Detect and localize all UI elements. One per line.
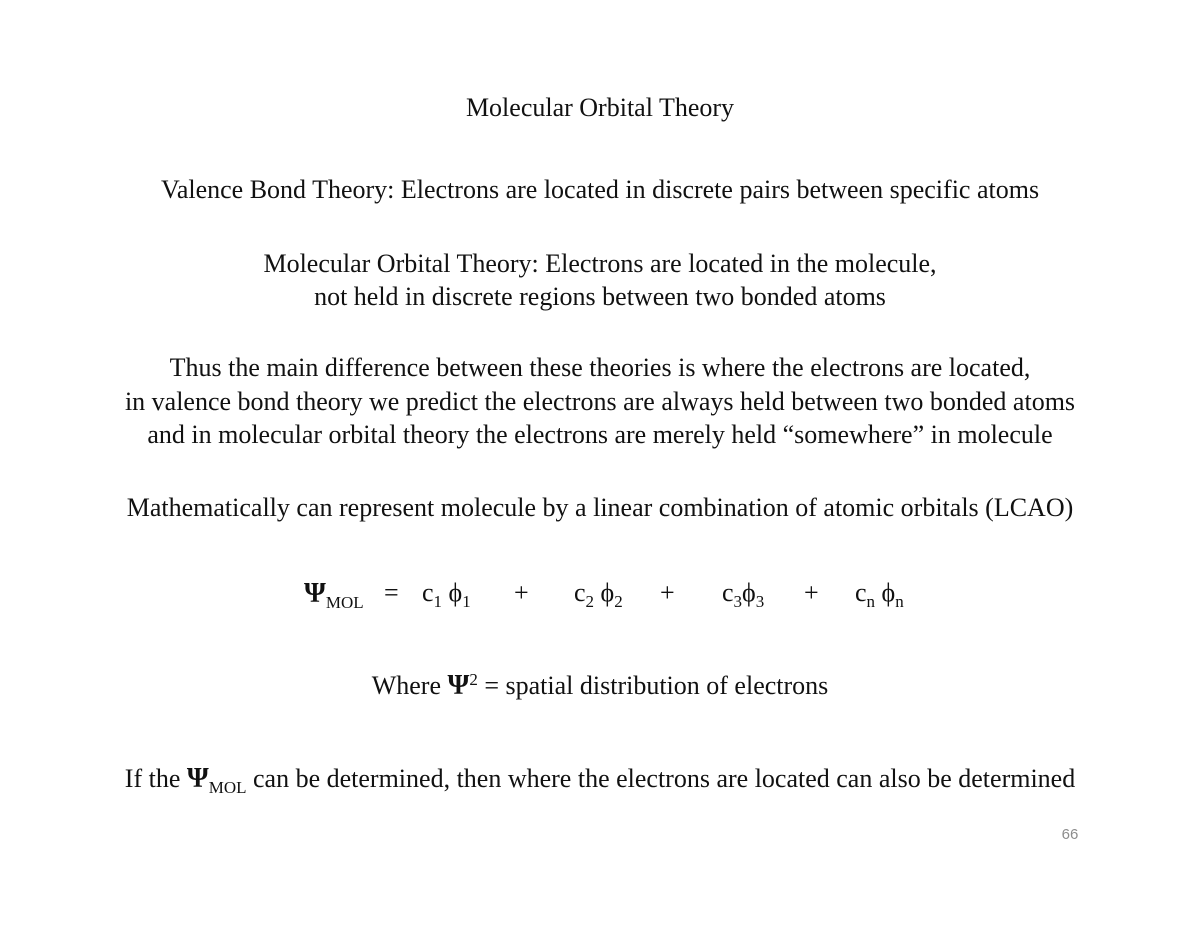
phi-symbol: ϕ bbox=[742, 578, 756, 607]
coefficient-subscript: 1 bbox=[433, 592, 443, 611]
phi-subscript: n bbox=[895, 592, 904, 611]
phi-symbol: ϕ bbox=[881, 578, 896, 607]
valence-bond-definition: Valence Bond Theory: Electrons are located in discrete pairs between specific atoms bbox=[160, 175, 1040, 204]
difference-paragraph-line-2: in valence bond theory we predict the electrons are always held between two bonded atoms bbox=[124, 387, 1076, 416]
equation-term-1 bbox=[422, 578, 471, 611]
psi-symbol: Ψ bbox=[447, 670, 470, 701]
where-text: Where bbox=[371, 671, 448, 700]
coefficient: c bbox=[422, 578, 434, 607]
psi-superscript: 2 bbox=[469, 670, 478, 689]
difference-paragraph-line-1: Thus the main difference between these theories is where the electrons are located, bbox=[169, 353, 1031, 382]
equation-plus-3: + bbox=[804, 578, 819, 607]
coefficient: c bbox=[722, 578, 734, 607]
psi-subscript: MOL bbox=[208, 778, 247, 797]
equation-term-n bbox=[855, 578, 904, 611]
coefficient: c bbox=[574, 578, 586, 607]
conclusion-statement bbox=[0, 762, 1200, 798]
equation-psi-mol bbox=[304, 578, 364, 610]
phi-symbol: ϕ bbox=[600, 578, 615, 607]
psi-symbol: Ψ bbox=[304, 578, 326, 609]
equation-plus-2: + bbox=[660, 578, 675, 607]
phi-symbol: ϕ bbox=[448, 578, 463, 607]
conclusion-prefix: If the bbox=[124, 764, 187, 793]
phi-subscript: 1 bbox=[462, 592, 471, 611]
coefficient-subscript: 3 bbox=[733, 592, 743, 611]
molecular-orbital-definition-line-2: not held in discrete regions between two bonded atoms bbox=[314, 282, 886, 311]
equation-equals: = bbox=[384, 578, 399, 607]
difference-paragraph-line-3: and in molecular orbital theory the electrons are merely held “somewhere” in molecule bbox=[147, 420, 1053, 449]
equation-term-2 bbox=[574, 578, 623, 611]
coefficient-subscript: n bbox=[866, 592, 876, 611]
lcao-statement: Mathematically can represent molecule by a linear combination of atomic orbitals (LCAO) bbox=[126, 493, 1074, 522]
conclusion-text: can be determined, then where the electrons are located can also be determined bbox=[246, 764, 1076, 793]
phi-subscript: 2 bbox=[614, 592, 623, 611]
lcao-equation bbox=[0, 578, 1200, 618]
psi-symbol: Ψ bbox=[186, 763, 209, 794]
equation-term-3 bbox=[722, 578, 765, 611]
equation-plus-1: + bbox=[514, 578, 529, 607]
coefficient: c bbox=[855, 578, 867, 607]
molecular-orbital-definition-line-1: Molecular Orbital Theory: Electrons are located in the molecule, bbox=[263, 249, 937, 278]
where-definition-text: = spatial distribution of electrons bbox=[477, 671, 829, 700]
psi-subscript: MOL bbox=[325, 593, 364, 612]
phi-subscript: 3 bbox=[755, 592, 765, 611]
psi-squared-definition bbox=[0, 669, 1200, 705]
coefficient-subscript: 2 bbox=[585, 592, 595, 611]
slide-title: Molecular Orbital Theory bbox=[465, 93, 735, 122]
page-number: 66 bbox=[1061, 826, 1079, 843]
